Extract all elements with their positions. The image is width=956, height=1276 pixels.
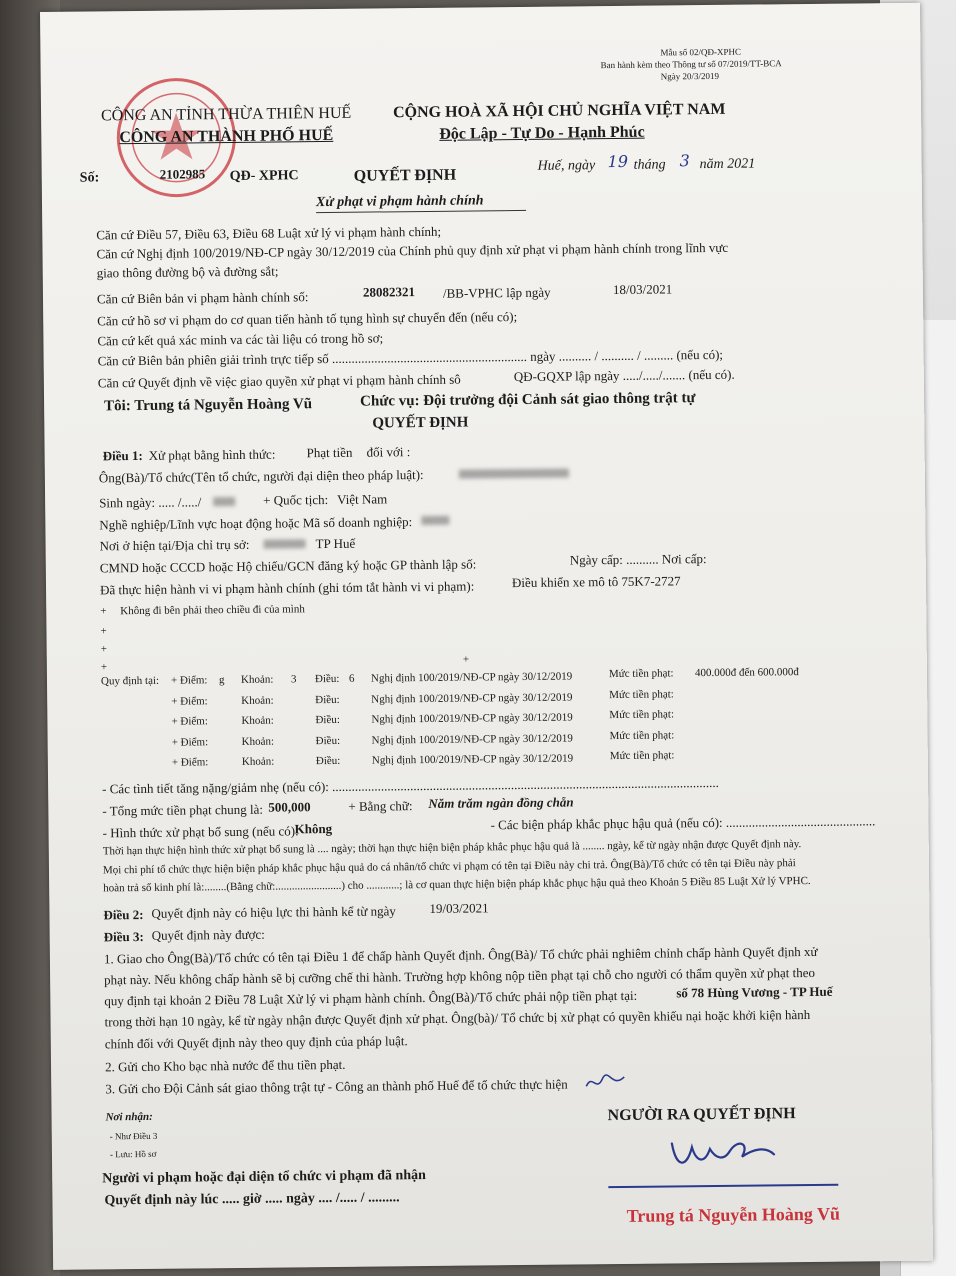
article1-fine: Phạt tiền (306, 444, 353, 461)
decision-month: 3 (679, 151, 690, 171)
decision-month-label: tháng (633, 157, 666, 173)
article3-item1-line3: quy định tại khoản 2 Điều 78 Luật Xử lý vi phạm hành chính. Ông(Bà)/Tổ chức phải nộp tiền phạt tại: (104, 987, 638, 1009)
reg5-diem-label: + Điểm: (171, 756, 209, 769)
redacted-name (459, 468, 569, 478)
reg5-khoan-label: Khoản: (241, 755, 275, 768)
reg2-fine-label: Mức tiền phạt: (609, 688, 674, 702)
additional-penalty-label: - Hình thức xử phạt bổ sung (nếu có): (102, 823, 299, 841)
reg3-dieu-label: Điều: (315, 713, 340, 727)
violation-summary-label: Đã thực hiện hành vi vi phạm hành chính (ghi tóm tắt hành vi vi phạm): (99, 578, 475, 598)
violation-plus-2: + (100, 625, 107, 638)
total-fine-label: - Tổng mức tiền phạt chung là: (102, 801, 264, 819)
basis-delegation: Căn cứ Quyết định về việc giao quyền xử phạt vi phạm hành chính sô (97, 371, 461, 391)
article3-item1-line4: trong thời hạn 10 ngày, kể từ ngày nhận được Quyết định xử phạt. Ông(bà)/ Tổ chức bị xử phạt có quyền khiếu nại hoặc khởi kiện hành (104, 1006, 811, 1030)
refund-paragraph: hoàn trả số kinh phí là:........(Bằng chữ:........................) cho ............; là cơ quan thực hiện biện pháp khắc phục hậu quả theo Khoản 5 Điều 85 Luật Xử lý VPHC. (103, 874, 811, 895)
article3-item1-line2: phạt này. Nếu không chấp hành sẽ bị cưỡng chế thi hành. Trường hợp không nộp tiền phạt tại chỗ cho người có thẩm quyền xử phạt theo (104, 964, 816, 988)
effective-date: 19/03/2021 (429, 900, 489, 916)
reg3-diem-label: + Điểm: (171, 715, 208, 728)
redacted-address (264, 539, 306, 548)
violation-plus-4: + (100, 661, 108, 674)
recipients-label: Nơi nhận: (105, 1110, 153, 1124)
report-suffix: /BB-VPHC lập ngày (442, 284, 551, 301)
redacted-occupation (421, 516, 449, 525)
basis-law: Căn cứ Điều 57, Điều 63, Điều 68 Luật xử lý vi phạm hành chính; (96, 223, 442, 243)
vehicle-value: Điều khiển xe mô tô 75K7-2727 (511, 573, 681, 591)
violation-plus-1: + (100, 605, 107, 618)
article3-item1-line1: 1. Giao cho Ông(Bà)/Tổ chức có tên tại Điều 1 để chấp hành Quyết định. Ông(Bà)/ Tổ chức phải nghiêm chỉnh chấp hành Quyết định xử (103, 943, 818, 967)
basis-decree: Căn cứ Nghị định 100/2019/NĐ-CP ngày 30/12/2019 của Chính phủ quy định xử phạt vi phạm hành chính trong lĩnh vực (96, 239, 729, 262)
decision-date-prefix: Huế, ngày (537, 158, 596, 174)
officer-position: Chức vụ: Đội trưởng đội Cảnh sát giao thông trật tự (360, 390, 696, 410)
article3-item3: 3. Gửi cho Đội Cảnh sát giao thông trật tự - Công an thành phố Huế để tổ chức thực hiện (105, 1076, 568, 1097)
article1-form: Xử phạt bằng hình thức: (148, 446, 276, 463)
remedial-measures: - Các biện pháp khắc phục hậu quả (nếu có): .............................................. (490, 813, 876, 833)
decide-heading: QUYẾT ĐỊNH (372, 414, 469, 432)
reg2-khoan-label: Khoản: (241, 694, 274, 707)
reg5-decree: Nghị định 100/2019/NĐ-CP ngày 30/12/2019 (371, 752, 574, 767)
redacted-birth (213, 497, 235, 506)
signature-icon (664, 1124, 785, 1177)
form-ref-ban-hanh: Ban hành kèm theo Thông tư số 07/2019/TT-BCA (600, 58, 782, 71)
in-words-label: + Bằng chữ: (348, 798, 413, 814)
recipient-item-1: - Như Điều 3 (109, 1130, 158, 1142)
violator-received: Người vi phạm hoặc đại diện tổ chức vi phạm đã nhận (102, 1168, 426, 1187)
reg1-decree: Nghị định 100/2019/NĐ-CP ngày 30/12/2019 (370, 670, 573, 685)
report-number: 28082321 (362, 284, 416, 300)
reg2-diem-label: + Điểm: (171, 695, 208, 708)
circumstances-line: - Các tình tiết tăng nặng/giảm nhẹ (nếu có): ....................................................................................................................... (102, 774, 719, 797)
reg5-fine-label: Mức tiền phạt: (609, 749, 675, 763)
reg4-khoan-label: Khoản: (241, 735, 275, 748)
article2-text: Quyết định này có hiệu lực thi hành kể từ ngày (151, 903, 396, 921)
article3-item2: 2. Gửi cho Kho bạc nhà nước để thu tiền phạt. (104, 1056, 346, 1075)
total-fine-value: 500,000 (268, 799, 311, 815)
deadline-paragraph: Thời hạn thực hiện hình thức xử phạt bổ sung là .... ngày; thời hạn thực hiện biện pháp khắc phục hậu quả là ........ ngày, kể từ ngày nhận được Quyết định này. (102, 838, 802, 858)
reg3-fine-label: Mức tiền phạt: (609, 708, 675, 722)
issuer-so-suffix: QĐ- XPHC (229, 168, 299, 185)
recipient-item-2: - Lưu: Hồ sơ (109, 1148, 157, 1160)
violator-name-label: Ông(Bà)/Tổ chức(Tên tổ chức, người đại diện theo pháp luật): (98, 467, 424, 486)
decision-year: năm 2021 (699, 156, 756, 173)
article1-against: đối với : (366, 444, 411, 460)
decision-document (40, 3, 933, 1270)
reg4-decree: Nghị định 100/2019/NĐ-CP ngày 30/12/2019 (371, 732, 573, 747)
reg2-dieu-label: Điều: (315, 693, 340, 707)
article3-item1-line5: chính đối với Quyết định này theo quy định của pháp luật. (104, 1033, 408, 1052)
reg2-decree: Nghị định 100/2019/NĐ-CP ngày 30/12/2019 (371, 691, 573, 706)
basis-report: Căn cứ Biên bản vi phạm hành chính số: (96, 289, 309, 307)
violation-item-1: Không đi bên phải theo chiều đi của mình (120, 603, 305, 618)
subtitle-underline (316, 210, 526, 213)
delegation-gqxp: QĐ-GQXP lập ngày ...../...../....... (nếu có). (513, 366, 735, 385)
reg1-diem-label: + Điểm: (170, 674, 208, 687)
reg3-decree: Nghị định 100/2019/NĐ-CP ngày 30/12/2019 (371, 711, 573, 726)
additional-penalty-value: Không (294, 820, 333, 837)
signer-heading: NGƯỜI RA QUYẾT ĐỊNH (607, 1105, 796, 1125)
birth-date-label: Sinh ngày: ..... /...../ (99, 494, 202, 511)
cost-paragraph: Mọi chi phí tổ chức thực hiện biện pháp khắc phục hậu quả do cá nhân/tổ chức vi phạm có tên tại Điều này chi trả. Ông(Bà)/Tổ chức có tên tại Điều này phải (102, 857, 796, 877)
issuer-so-label: Số: (79, 170, 100, 186)
signature-line (608, 1184, 838, 1188)
violation-plus-3: + (100, 643, 107, 656)
reg1-khoan: 3 (290, 673, 297, 686)
reg1-diem: g (218, 674, 225, 687)
article3-text: Quyết định này được: (151, 926, 265, 943)
reg1-khoan-label: Khoản: (240, 673, 274, 686)
reg4-fine-label: Mức tiền phạt: (609, 729, 675, 743)
reg1-dieu-label: Điều: (314, 672, 340, 686)
issuer-so-value: 2102985 (159, 166, 206, 182)
reg1-fine: 400.000đ đến 600.000đ (694, 666, 799, 680)
article2-label: Điều 2: (103, 906, 144, 923)
form-ref-ngay: Ngày 20/3/2019 (660, 70, 720, 82)
issuer-province: CÔNG AN TỈNH THỪA THIÊN HUẾ (101, 104, 352, 125)
reg1-fine-label: Mức tiền phạt: (608, 667, 674, 681)
document-title: QUYẾT ĐỊNH (353, 166, 457, 185)
basis-verification: Căn cứ kết quả xác minh va các tài liệu có trong hồ sơ; (97, 330, 384, 349)
nationality-value: Việt Nam (337, 491, 388, 507)
id-card-label: CMND hoặc CCCD hoặc Hộ chiếu/GCN đăng ký hoặc GP thành lập số: (99, 556, 477, 576)
initials-mark-icon (583, 1070, 629, 1094)
payment-place: số 78 Hùng Vương - TP Huế (676, 983, 833, 1001)
article3-label: Điều 3: (103, 928, 144, 945)
reg1-dieu: 6 (348, 672, 355, 685)
article1-label: Điều 1: (102, 447, 143, 464)
regulation-label: Quy định tại: (100, 674, 160, 688)
nation-motto: Độc Lập - Tự Do - Hạnh Phúc (439, 123, 645, 143)
decision-day: 19 (607, 151, 629, 172)
address-label: Nơi ở hiện tại/Địa chỉ trụ sở: (99, 536, 250, 554)
address-value: TP Huế (315, 535, 356, 552)
basis-explanation: Căn cứ Biên bản phiên giải trình trực tiếp số ............................................................ ngày .......... / .......... / ......... (nếu có); (97, 346, 724, 369)
reg5-dieu-label: Điều: (315, 754, 341, 768)
reg3-khoan-label: Khoản: (241, 714, 274, 727)
officer-name: Tôi: Trung tá Nguyễn Hoàng Vũ (104, 396, 313, 415)
basis-decree-cont: giao thông đường bộ và đường sắt; (96, 263, 279, 281)
reg4-dieu-label: Điều: (315, 734, 341, 748)
violation-plus-5: + (462, 653, 470, 666)
signer-name: Trung tá Nguyễn Hoàng Vũ (626, 1203, 841, 1226)
basis-criminal-file: Căn cứ hồ sơ vi phạm do cơ quan tiến hành tố tụng hình sự chuyển đến (nếu có); (97, 309, 518, 329)
document-subtitle: Xử phạt vi phạm hành chính (315, 193, 484, 211)
issue-info-label: Ngày cấp: .......... Nơi cấp: (569, 551, 707, 568)
nationality-label: + Quốc tịch: (263, 492, 329, 508)
issuer-city: CÔNG AN THÀNH PHỐ HUẾ (119, 126, 334, 147)
reg4-diem-label: + Điểm: (171, 736, 209, 749)
in-words-value: Năm trăm ngàn đồng chẵn (428, 794, 574, 811)
nation-title: CỘNG HOÀ XÃ HỘI CHỦ NGHĨA VIỆT NAM (392, 100, 726, 122)
received-time: Quyết định này lúc ..... giờ ..... ngày .... /..... / ......... (104, 1190, 400, 1209)
report-date: 18/03/2021 (612, 281, 673, 298)
form-ref-mau: Mẫu số 02/QĐ-XPHC (660, 46, 742, 58)
occupation-label: Nghề nghiệp/Lĩnh vực hoạt động hoặc Mã số doanh nghiệp: (99, 514, 413, 533)
